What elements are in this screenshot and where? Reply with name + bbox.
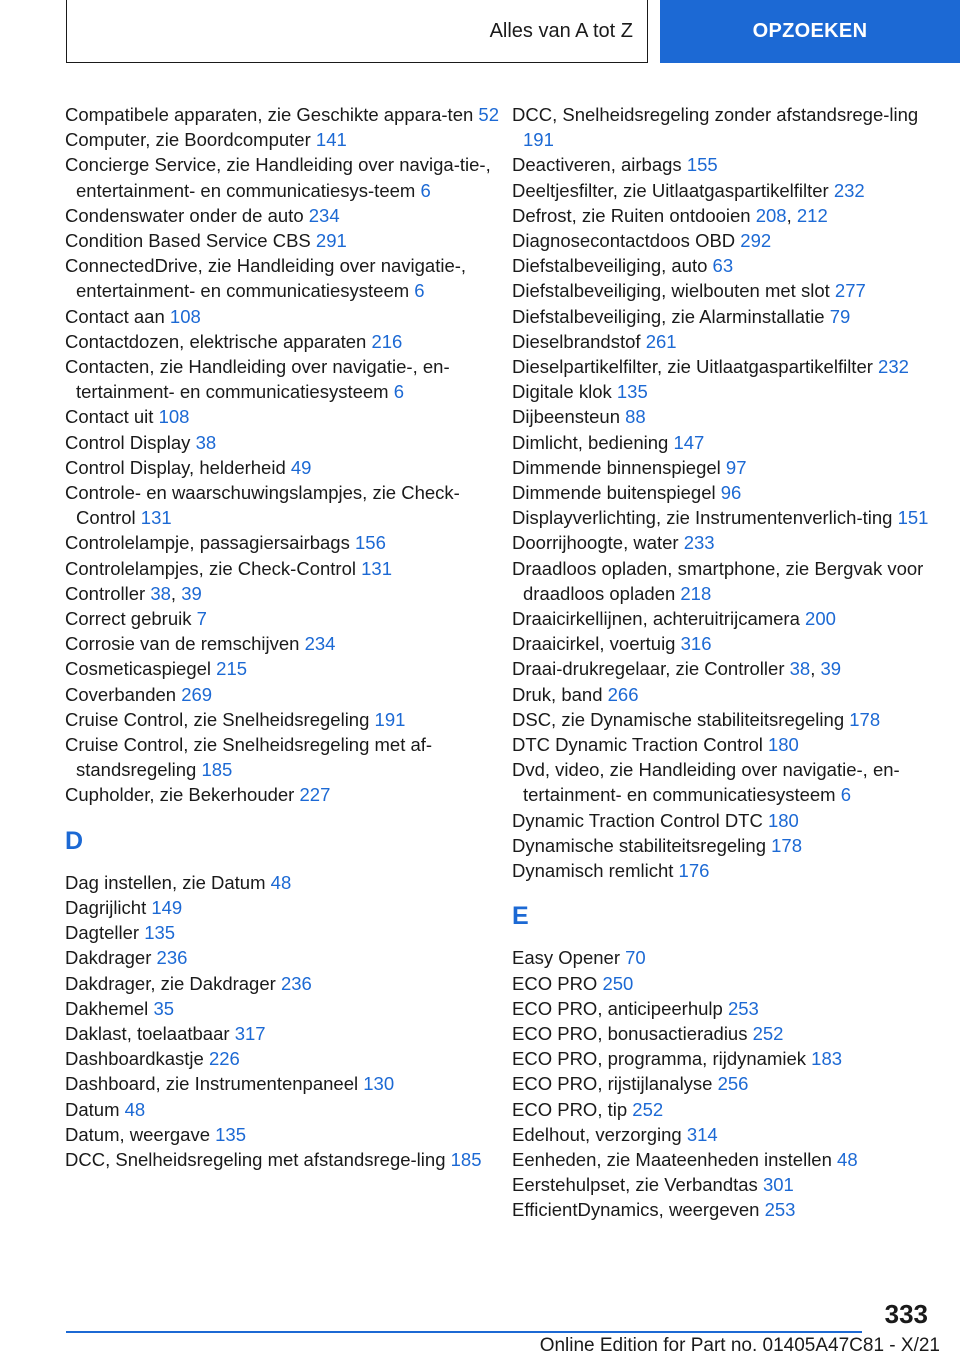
page-reference-link[interactable]: 176 — [678, 860, 710, 882]
index-entry-text: Draadloos opladen, smartphone, zie Bergvak voor draadloos opladen — [512, 557, 924, 604]
index-entry — [65, 971, 505, 996]
index-entry-text: Digitale klok — [512, 381, 612, 403]
index-entry-text: ECO PRO, rijstijlanalyse — [512, 1073, 713, 1095]
index-entry — [65, 920, 505, 945]
index-entry — [65, 152, 505, 202]
page-reference-link[interactable]: 48 — [124, 1098, 146, 1120]
index-entry-text: ECO PRO, bonusactieradius — [512, 1022, 748, 1044]
index-entry-text: Controle- en waarschuwingslampjes, zie Check-Control — [65, 482, 460, 529]
index-entry — [512, 707, 952, 732]
index-entry — [65, 329, 505, 354]
page-reference-link[interactable]: 178 — [771, 834, 802, 856]
page-reference-link[interactable]: 291 — [315, 230, 347, 252]
index-entry-text: EfficientDynamics, weergeven — [512, 1199, 760, 1221]
index-entry — [65, 127, 505, 152]
index-entry-text: Cruise Control, zie Snelheidsregeling met af-standsregeling — [65, 734, 433, 781]
page-reference-link[interactable]: 147 — [673, 431, 705, 453]
index-entry-text: Displayverlichting, zie Instrumentenverlich-ting — [512, 507, 893, 529]
page-reference-link[interactable]: 234 — [308, 204, 340, 226]
index-entry-text: Eenheden, zie Maateenheden instellen — [512, 1148, 832, 1170]
index-entry-text: Diefstalbeveiliging, wielbouten met slot — [512, 280, 830, 302]
index-entry-text: Dieselbrandstof — [512, 330, 641, 352]
index-entry — [512, 404, 952, 429]
page-reference-link[interactable]: 316 — [680, 633, 712, 655]
index-entry-text: Eerstehulpset, zie Verbandtas — [512, 1174, 758, 1196]
index-entry-text: Deeltjesfilter, zie Uitlaatgaspartikelfilter — [512, 179, 829, 201]
index-entry-text: Dakdrager — [65, 947, 152, 969]
index-entry-text: Dagteller — [65, 922, 140, 944]
index-entry-text: DCC, Snelheidsregeling met afstandsrege-ling — [65, 1148, 446, 1170]
page-reference-link[interactable]: 218 — [680, 582, 712, 604]
page-reference-link[interactable]: 131 — [361, 557, 392, 579]
index-entry — [65, 1021, 505, 1046]
page-reference-link[interactable]: 317 — [234, 1022, 266, 1044]
index-entry — [65, 945, 505, 970]
index-entry — [65, 1071, 505, 1096]
index-entry-text: Dynamische stabiliteitsregeling — [512, 834, 766, 856]
page-reference-link[interactable]: 6 — [393, 381, 405, 403]
page-reference-link[interactable]: 131 — [140, 507, 172, 529]
index-entry — [512, 102, 952, 152]
index-entry — [65, 404, 505, 429]
index-entry — [65, 228, 505, 253]
index-entry — [65, 1097, 505, 1122]
index-entry — [512, 505, 952, 530]
index-section-letter: E — [512, 902, 529, 931]
page-reference-link[interactable]: 253 — [727, 997, 759, 1019]
page-reference-link[interactable]: 216 — [371, 330, 403, 352]
index-entry-text: Dijbeensteun — [512, 406, 620, 428]
index-entry-text: Draaicirkel, voertuig — [512, 633, 676, 655]
page-reference-link[interactable]: 191 — [374, 708, 406, 730]
section-title: Alles van A tot Z — [489, 19, 633, 42]
index-entry-text: Concierge Service, zie Handleiding over naviga-tie-, entertainment- en communicatiesys-teem — [65, 154, 491, 201]
index-entry-text: Daklast, toelaatbaar — [65, 1022, 230, 1044]
page-reference-link[interactable]: 38 — [789, 658, 811, 680]
index-entry-text: Dieselpartikelfilter, zie Uitlaatgaspartikelfilter — [512, 356, 873, 378]
index-entry-text: DCC, Snelheidsregeling zonder afstandsrege-ling — [512, 104, 919, 125]
index-entry — [65, 1122, 505, 1147]
index-entry-text: ECO PRO, programma, rijdynamiek — [512, 1048, 807, 1070]
page-reference-link[interactable]: 155 — [686, 154, 718, 176]
page-reference-link[interactable]: 292 — [740, 230, 772, 252]
index-entry — [512, 971, 952, 996]
index-entry — [512, 278, 952, 303]
search-button[interactable] — [660, 0, 960, 63]
index-entry — [512, 833, 952, 858]
index-entry-text: Datum, weergave — [65, 1123, 210, 1145]
index-entry — [65, 556, 505, 581]
index-entry-text: Diagnosecontactdoos OBD — [512, 230, 736, 252]
page-reference-link[interactable]: 48 — [837, 1148, 858, 1170]
page-reference-link[interactable]: 180 — [767, 809, 799, 831]
page-reference-link[interactable]: 232 — [833, 179, 865, 201]
page-reference-link[interactable]: 96 — [720, 482, 742, 504]
index-entry — [65, 870, 505, 895]
index-entry — [65, 782, 505, 807]
page-reference-link[interactable]: 277 — [834, 280, 866, 302]
index-entry-text: ConnectedDrive, zie Handleiding over navigatie-, entertainment- en communicatiesysteem — [65, 255, 467, 302]
page-number: 333 — [884, 1299, 928, 1329]
index-entry — [512, 757, 952, 807]
index-entry — [65, 707, 505, 732]
page-reference-link[interactable]: 70 — [625, 947, 646, 969]
index-entry-text: Dashboard, zie Instrumentenpaneel — [65, 1073, 359, 1095]
page-reference-link[interactable]: 135 — [144, 922, 176, 944]
page-reference-link[interactable]: 151 — [897, 507, 929, 529]
index-entry — [65, 732, 505, 782]
page-reference-link[interactable]: 135 — [616, 381, 648, 403]
page-reference-link[interactable]: 212 — [796, 204, 828, 226]
page-reference-link[interactable]: 39 — [181, 582, 202, 604]
page-reference-link[interactable]: 301 — [762, 1174, 794, 1196]
page-reference-link[interactable]: 215 — [216, 658, 248, 680]
index-column-left — [65, 102, 505, 1172]
page-reference-link[interactable]: 233 — [683, 532, 715, 554]
page-reference-link[interactable]: 79 — [829, 305, 851, 327]
index-entry — [512, 945, 952, 970]
index-entry — [512, 1071, 952, 1096]
page-reference-link[interactable]: 108 — [158, 406, 190, 428]
page-reference-link[interactable]: 191 — [523, 129, 554, 151]
index-entry-text: Contact uit — [65, 406, 154, 428]
index-entry — [65, 606, 505, 631]
index-entry-text: Cruise Control, zie Snelheidsregeling — [65, 708, 370, 730]
index-entry-text: ECO PRO — [512, 972, 598, 994]
index-entry-text: DTC Dynamic Traction Control — [512, 734, 763, 756]
index-entry-text: Contact aan — [65, 305, 165, 327]
index-entry-text: Controller — [65, 582, 146, 604]
index-entry — [512, 996, 952, 1021]
page-reference-link[interactable]: 63 — [712, 255, 734, 277]
index-entry — [65, 1147, 505, 1172]
page-reference-link[interactable]: 200 — [805, 608, 836, 630]
index-entry-text: Dimmende buitenspiegel — [512, 482, 716, 504]
page-reference-link[interactable]: 130 — [363, 1073, 395, 1095]
page-reference-link[interactable]: 178 — [849, 708, 881, 730]
index-entry — [512, 228, 952, 253]
footer-divider — [66, 1331, 862, 1333]
index-entry-text: Doorrijhoogte, water — [512, 532, 679, 554]
index-entry-text: Draai-drukregelaar, zie Controller — [512, 658, 785, 680]
page-reference-link[interactable]: 266 — [607, 683, 639, 705]
index-entry — [512, 1021, 952, 1046]
index-entry-text: Defrost, zie Ruiten ontdooien — [512, 204, 751, 226]
index-entry-text: Contacten, zie Handleiding over navigatie-, en-tertainment- en communicatiesysteem — [65, 356, 450, 403]
section-title-tab[interactable] — [66, 0, 648, 63]
page-reference-link[interactable]: 226 — [208, 1048, 240, 1070]
index-entry — [512, 1046, 952, 1071]
index-entry — [512, 858, 952, 883]
index-entry-text: Controlelampjes, zie Check-Control — [65, 557, 356, 579]
index-entry-text: Edelhout, verzorging — [512, 1123, 682, 1145]
index-entry-text: Correct gebruik — [65, 608, 192, 630]
index-entry-text: Cosmeticaspiegel — [65, 658, 212, 680]
page-reference-link[interactable]: 156 — [355, 532, 386, 554]
index-entry — [65, 682, 505, 707]
footer-edition: Online Edition for Part no. 01405A47C81 - X/21 — [539, 1335, 940, 1356]
search-button-label: OPZOEKEN — [752, 20, 868, 42]
index-entry-text: Dvd, video, zie Handleiding over navigatie-, en-tertainment- en communicatiesysteem — [512, 759, 900, 806]
page-reference-link[interactable]: 227 — [299, 784, 331, 806]
index-entry — [65, 354, 505, 404]
index-entry — [512, 354, 952, 379]
page-reference-link[interactable]: 234 — [304, 633, 336, 655]
index-entry — [512, 1097, 952, 1122]
index-entry: Controller 38, 39 — [65, 582, 202, 604]
index-entry — [512, 152, 952, 177]
index-entry — [512, 1122, 952, 1147]
page-reference-link[interactable]: 269 — [181, 683, 213, 705]
index-entry-text: Dagrijlicht — [65, 896, 147, 918]
index-entry — [65, 480, 505, 530]
index-entry-text: Dag instellen, zie Datum — [65, 871, 266, 893]
page-reference-link[interactable]: 141 — [315, 129, 347, 151]
index-entry — [512, 530, 952, 555]
index-entry — [65, 656, 505, 681]
index-entry-text: Draaicirkellijnen, achteruitrijcamera — [512, 608, 800, 630]
page-reference-link[interactable]: 252 — [752, 1022, 784, 1044]
index-entry-text: Dakdrager, zie Dakdrager — [65, 972, 276, 994]
index-entry — [512, 682, 952, 707]
index-entry — [65, 631, 505, 656]
page-reference-link[interactable]: 253 — [764, 1199, 796, 1221]
page-reference-link[interactable]: 232 — [878, 356, 909, 378]
index-entry — [65, 895, 505, 920]
page-reference-link[interactable]: 250 — [602, 972, 634, 994]
index-entry — [512, 732, 952, 757]
index-entry-text: Datum — [65, 1098, 120, 1120]
index-entry — [512, 455, 952, 480]
index-entry-text: Corrosie van de remschijven — [65, 633, 300, 655]
page-reference-link[interactable]: 88 — [625, 406, 646, 428]
index-entry-text: Dynamic Traction Control DTC — [512, 809, 763, 831]
page-reference-link[interactable]: 6 — [414, 280, 425, 302]
page-reference-link[interactable]: 236 — [280, 972, 312, 994]
page-reference-link[interactable]: 108 — [169, 305, 201, 327]
index-entry — [512, 329, 952, 354]
page-reference-link[interactable]: 314 — [686, 1123, 718, 1145]
page-reference-link[interactable]: 180 — [767, 734, 799, 756]
index-entry-text: Contactdozen, elektrische apparaten — [65, 330, 367, 352]
page-reference-link[interactable]: 149 — [151, 896, 183, 918]
index-entry — [512, 1172, 952, 1197]
index-entry — [512, 606, 952, 631]
index-entry-text: Controlelampje, passagiersairbags — [65, 532, 350, 554]
index-entry — [65, 455, 505, 480]
index-entry — [512, 1147, 952, 1172]
page-reference-link[interactable]: 183 — [811, 1048, 843, 1070]
index-entry-text: Dakhemel — [65, 997, 149, 1019]
index-entry-text: Compatibele apparaten, zie Geschikte appara-ten — [65, 104, 474, 125]
page-reference-link[interactable]: 6 — [840, 784, 852, 806]
index-section-letter: D — [65, 826, 84, 855]
page-reference-link[interactable]: 185 — [201, 759, 233, 781]
index-entry — [512, 253, 952, 278]
page-reference-link[interactable]: 38 — [150, 582, 171, 604]
page-reference-link[interactable]: 256 — [717, 1073, 749, 1095]
index-entry — [65, 203, 505, 228]
index-entry-text: Diefstalbeveiliging, zie Alarminstallatie — [512, 305, 825, 327]
page-reference-link[interactable]: 39 — [820, 658, 842, 680]
index-entry-text: Deactiveren, airbags — [512, 154, 682, 176]
index-entry-text: ECO PRO, anticipeerhulp — [512, 997, 723, 1019]
page-reference-link[interactable]: 38 — [195, 431, 217, 453]
page-reference-link[interactable]: 208 — [755, 204, 787, 226]
index-entry — [512, 808, 952, 833]
page-reference-link[interactable]: 48 — [270, 871, 292, 893]
page-reference-link[interactable]: 6 — [420, 179, 431, 201]
index-entry-text: Dimlicht, bediening — [512, 431, 669, 453]
index-entry: Defrost, zie Ruiten ontdooien 208, 212 — [512, 204, 828, 226]
index-entry-text: Cupholder, zie Bekerhouder — [65, 784, 295, 806]
page-reference-link[interactable]: 35 — [153, 997, 175, 1019]
index-entry-text: Dashboardkastje — [65, 1048, 204, 1070]
index-entry — [512, 631, 952, 656]
index-entry-text: Coverbanden — [65, 683, 177, 705]
index-entry-text: Dimmende binnenspiegel — [512, 456, 721, 478]
index-entry — [512, 430, 952, 455]
index-entry-text: ECO PRO, tip — [512, 1098, 628, 1120]
page-reference-link[interactable]: 7 — [196, 608, 207, 630]
index-entry-text: Condition Based Service CBS — [65, 230, 311, 252]
index-column-right — [512, 102, 952, 1223]
index-entry — [65, 996, 505, 1021]
index-entry — [65, 1046, 505, 1071]
index-entry — [512, 1197, 952, 1222]
index-entry — [65, 430, 505, 455]
index-entry — [512, 304, 952, 329]
page-reference-link[interactable]: 52 — [478, 104, 499, 125]
index-entry — [65, 530, 505, 555]
page-reference-link[interactable]: 236 — [156, 947, 188, 969]
page-reference-link[interactable]: 97 — [725, 456, 747, 478]
index-entry-text: DSC, zie Dynamische stabiliteitsregeling — [512, 708, 845, 730]
index-entry — [512, 480, 952, 505]
index-entry-text: Diefstalbeveiliging, auto — [512, 255, 708, 277]
index-entry — [65, 253, 505, 303]
index-entry — [512, 178, 952, 203]
page-reference-link[interactable]: 49 — [290, 456, 312, 478]
page-reference-link[interactable]: 135 — [215, 1123, 246, 1145]
index-entry-text: Condenswater onder de auto — [65, 204, 304, 226]
page-reference-link[interactable]: 185 — [450, 1148, 482, 1170]
index-entry — [512, 556, 952, 606]
index-entry-text: Control Display, helderheid — [65, 456, 286, 478]
index-entry — [65, 102, 505, 127]
index-entry — [512, 379, 952, 404]
index-entry-text: Druk, band — [512, 683, 603, 705]
index-entry-text: Computer, zie Boordcomputer — [65, 129, 311, 151]
page-reference-link[interactable]: 252 — [632, 1098, 664, 1120]
index-entry: Draai-drukregelaar, zie Controller 38, 39 — [512, 658, 842, 680]
index-entry — [65, 304, 505, 329]
index-entry-text: Control Display — [65, 431, 191, 453]
page-reference-link[interactable]: 261 — [645, 330, 677, 352]
index-entry-text: Easy Opener — [512, 947, 620, 969]
index-entry-text: Dynamisch remlicht — [512, 860, 674, 882]
